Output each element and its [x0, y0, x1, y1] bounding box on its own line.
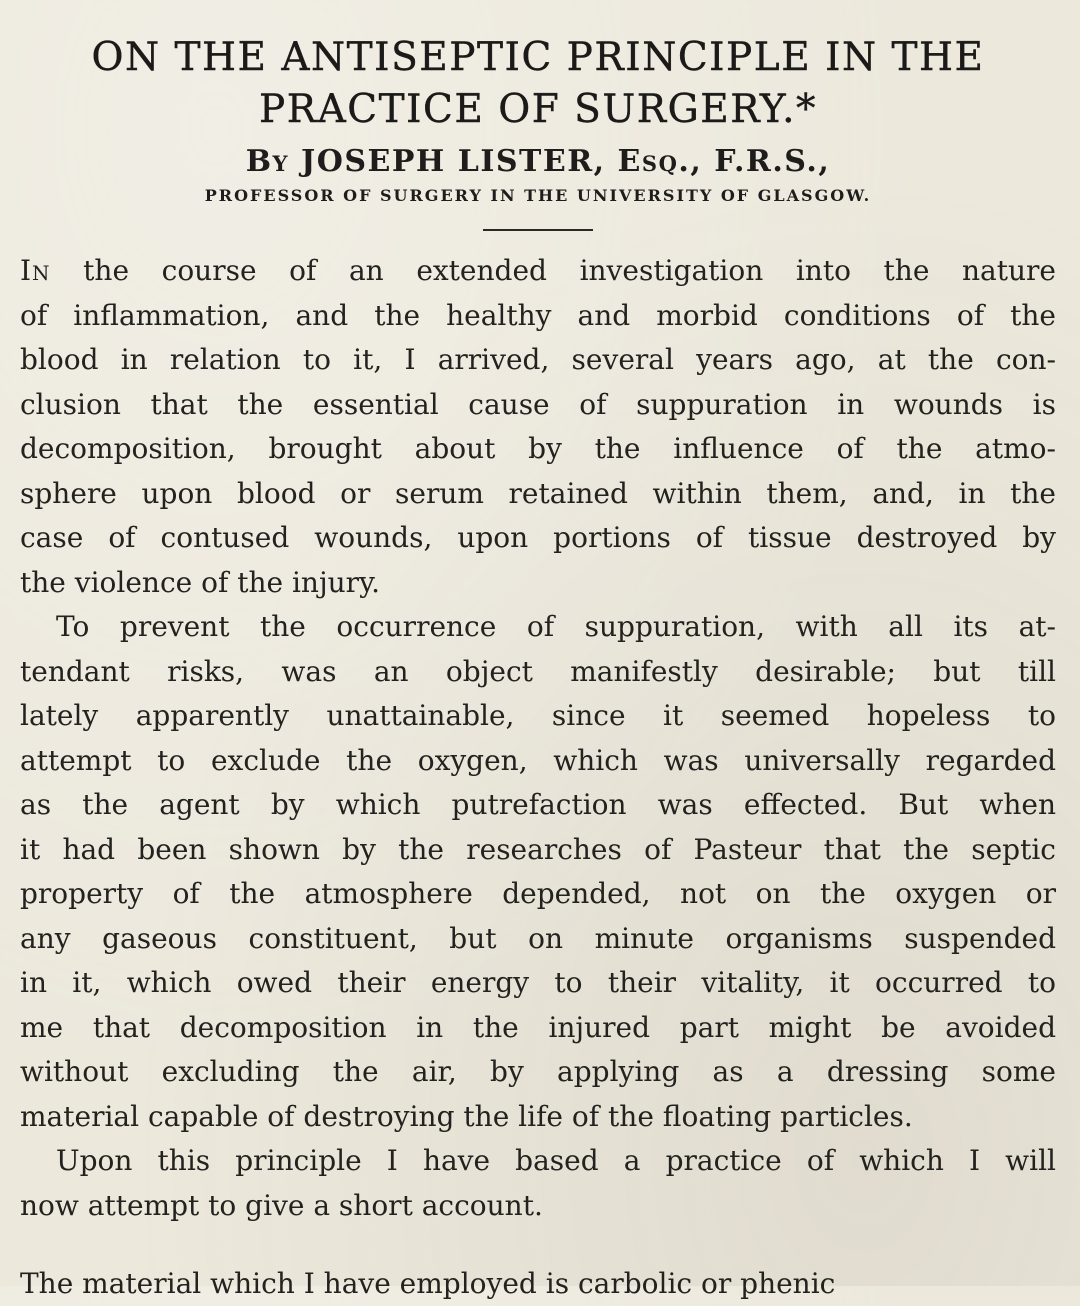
- text-line: tendant risks, was an object manifestly desirable; but till: [20, 654, 1056, 688]
- text-line: case of contused wounds, upon portions of tissue destroyed by: [20, 521, 1056, 554]
- text-line: me that decomposition in the injured part might be avoided: [20, 1010, 1056, 1044]
- text-line: decomposition, brought about by the influence of the atmo-: [20, 432, 1056, 465]
- cut-off-line: The material which I have employed is carbolic or phenic: [20, 1267, 836, 1300]
- byline-prefix: By: [245, 144, 290, 179]
- text-line: of inflammation, and the healthy and morbid conditions of the: [20, 298, 1056, 332]
- author-name: JOSEPH LISTER,: [301, 144, 606, 179]
- text-line: sphere upon blood or serum retained within them, and, in the: [20, 476, 1056, 510]
- title-line-2: PRACTICE OF SURGERY.*: [258, 87, 818, 132]
- article-title: [20, 32, 1056, 136]
- paragraph-1: [20, 249, 1056, 605]
- text-line: material capable of destroying the life of the floating particles.: [20, 1099, 913, 1133]
- text-line: blood in relation to it, I arrived, several years ago, at the con-: [20, 343, 1056, 376]
- text-line: it had been shown by the researches of Pasteur that the septic: [20, 832, 1056, 866]
- text-line: To prevent the occurrence of suppuration, with all its at-: [56, 610, 1056, 643]
- text-line: attempt to exclude the oxygen, which was universally regarded: [20, 743, 1056, 777]
- author-affiliation: PROFESSOR OF SURGERY IN THE UNIVERSITY OF GLASGOW.: [204, 186, 872, 205]
- text-line: Upon this principle I have based a practice of which I will: [56, 1144, 1056, 1177]
- drop-cap: In: [20, 254, 51, 287]
- paragraph-2: [20, 605, 1056, 1139]
- text-line: clusion that the essential cause of suppuration in wounds is: [20, 387, 1056, 421]
- title-line-1: ON THE ANTISEPTIC PRINCIPLE IN THE: [91, 35, 985, 80]
- text-line: the violence of the injury.: [20, 565, 381, 599]
- text-line: property of the atmosphere depended, not on the oxygen or: [20, 877, 1056, 910]
- text-line: as the agent by which putrefaction was effected. But when: [20, 788, 1056, 821]
- byline: [20, 142, 1056, 182]
- paragraph-3: [20, 1139, 1056, 1228]
- article-body: [20, 249, 1056, 1228]
- text-line: In the course of an extended investigation into the nature: [20, 254, 1056, 287]
- section-divider: [483, 229, 593, 231]
- text-line: any gaseous constituent, but on minute organisms suspended: [20, 921, 1056, 955]
- text-line: without excluding the air, by applying as a dressing some: [20, 1055, 1056, 1088]
- author-credentials: Esq., F.R.S.,: [617, 144, 831, 179]
- text-line: lately apparently unattainable, since it seemed hopeless to: [20, 699, 1056, 732]
- text-line: in it, which owed their energy to their vitality, it occurred to: [20, 966, 1056, 999]
- text-line: now attempt to give a short account.: [20, 1188, 543, 1222]
